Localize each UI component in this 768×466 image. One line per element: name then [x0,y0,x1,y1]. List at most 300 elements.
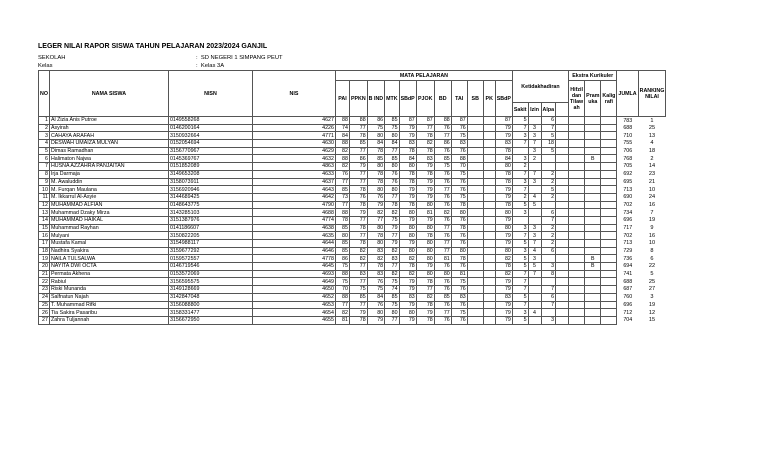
cell-bind: 80 [367,309,384,317]
table-row [39,209,706,217]
cell-rank: 1 [650,117,654,124]
cell-hifzil [569,186,585,194]
cell-empty [467,224,483,232]
cell-no: 10 [39,186,50,194]
cell-pai: 77 [335,178,349,186]
cell-rank: 18 [648,148,656,155]
cell-pai: 88 [335,155,349,163]
cell-empty [483,232,495,240]
cell-hifzil [569,201,585,209]
cell-sakit: 2 [512,163,528,171]
cell-empty [556,193,569,201]
table-row [39,216,706,224]
cell-sbdp2: 79 [495,232,512,240]
cell-hifzil [569,117,585,125]
cell-nisn: 0146719546 [168,263,252,271]
cell-pram [585,301,601,309]
cell-hifzil [569,232,585,240]
cell-ppkn: 78 [349,201,367,209]
cell-sbdp1: 78 [399,178,416,186]
table-row [39,155,706,163]
cell-sakit: 5 [512,240,528,248]
cell-pai: 88 [335,117,349,125]
cell-sbdp1: 79 [399,240,416,248]
cell-pram [585,140,601,148]
cell-mtk: 74 [385,286,399,294]
cell-izin: 4 [528,309,541,317]
cell-alpa: 7 [541,301,555,309]
cell-mtk: 80 [385,309,399,317]
col-sbdp: SBdP [399,81,416,117]
cell-pram [585,232,601,240]
cell-alpa: 6 [541,247,555,255]
cell-nama: Irja Darmaja [49,170,168,178]
cell-rank: 19 [648,217,656,224]
table-row [39,186,706,194]
table-row [39,232,706,240]
cell-empty [556,155,569,163]
cell-empty [483,224,495,232]
cell-sbdp1: 83 [399,293,416,301]
cell-mtk: 75 [385,216,399,224]
col-alpa: Alpa [541,103,555,117]
cell-no: 19 [39,255,50,263]
cell-pram [585,270,601,278]
cell-kal [601,224,617,232]
cell-sakit: 5 [512,293,528,301]
cell-alpa [541,163,555,171]
cell-jml: 734 [623,209,633,216]
cell-pai: 84 [335,132,349,140]
cell-sbdp2: 80 [495,163,512,171]
cell-kal [601,278,617,286]
col-pjok: PJOK [416,81,434,117]
cell-pai: 74 [335,124,349,132]
cell-empty [556,270,569,278]
cell-rank: 2 [650,155,654,162]
cell-hifzil [569,216,585,224]
cell-no: 17 [39,240,50,248]
cell-mtk: 80 [385,132,399,140]
cell-nama: M. Ikkarrul Al-Asyie [49,193,168,201]
cell-nisn: 3158331477 [168,309,252,317]
cell-alpa: 3 [541,263,555,271]
cell-ppkn: 78 [349,132,367,140]
cell-sbdp1: 79 [399,193,416,201]
col-nis: NIS [252,71,335,117]
cell-kal [601,117,617,125]
col-ranking: RANKING NILAI [638,71,666,117]
cell-mtk: 75 [385,301,399,309]
cell-jml: 696 [623,217,633,224]
cell-pram [585,132,601,140]
cell-tai: 76 [451,124,467,132]
cell-nisn: 0145369767 [168,155,252,163]
cell-hifzil [569,270,585,278]
cell-nama: Zahra Tuljannah [49,316,168,324]
cell-ppkn: 77 [349,232,367,240]
cell-pjok: 82 [416,140,434,148]
cell-no: 4 [39,140,50,148]
cell-sakit: 5 [512,316,528,324]
cell-pjok: 80 [416,255,434,263]
cell-sakit: 7 [512,278,528,286]
cell-tai: 76 [451,232,467,240]
cell-no: 22 [39,278,50,286]
cell-empty [483,147,495,155]
cell-jml: 712 [623,309,633,316]
cell-mtk: 76 [385,178,399,186]
cell-bind: 85 [367,155,384,163]
cell-ppkn: 82 [349,255,367,263]
cell-pai: 75 [335,278,349,286]
cell-pjok: 78 [416,316,434,324]
cell-bd: 76 [434,193,451,201]
col-group-mapel: MATA PELAJARAN [335,71,512,81]
cell-sakit: 5 [512,201,528,209]
cell-rank: 7 [650,209,654,216]
cell-empty [556,232,569,240]
cell-nama: NAYITA DWI OCTA [49,263,168,271]
cell-hifzil [569,309,585,317]
cell-mtk: 75 [385,124,399,132]
cell-bind: 84 [367,293,384,301]
cell-jml: 783 [623,117,633,124]
cell-nama: HUSNA AZZAHRA PANJAITAN [49,163,168,171]
cell-ppkn: 85 [349,293,367,301]
cell-jml: 736 [623,255,633,262]
cell-empty [483,270,495,278]
cell-jml: 713 [623,186,633,193]
cell-jml: 688 [623,125,633,132]
cell-tai: 75 [451,309,467,317]
cell-empty [556,247,569,255]
cell-bind: 76 [367,301,384,309]
cell-nisn: 3143285103 [168,209,252,217]
cell-alpa: 8 [541,270,555,278]
cell-bd: 76 [434,178,451,186]
cell-bd: 80 [434,270,451,278]
grade-ledger-table [38,70,706,325]
cell-mtk: 77 [385,193,399,201]
cell-bd: 77 [434,240,451,248]
cell-pai: 73 [335,193,349,201]
cell-nama: Halimaton Najwa [49,155,168,163]
cell-tai: 83 [451,140,467,148]
cell-bd: 76 [434,263,451,271]
cell-no: 23 [39,286,50,294]
cell-nis: 4650 [252,286,335,294]
cell-kal [601,255,617,263]
cell-empty [483,140,495,148]
cell-izin: 3 [528,132,541,140]
cell-bd: 76 [434,201,451,209]
cell-nis: 4635 [252,232,335,240]
cell-pram [585,186,601,194]
cell-sbdp1: 78 [399,170,416,178]
cell-hifzil [569,263,585,271]
cell-nama: DESWAH UMAIZA MULYAN [49,140,168,148]
cell-pjok: 78 [416,132,434,140]
cell-empty [556,255,569,263]
cell-kal [601,155,617,163]
cell-nama: CAHAYA ARAFAH [49,132,168,140]
cell-izin: 3 [528,124,541,132]
cell-sbdp1: 84 [399,155,416,163]
cell-ppkn: 82 [349,247,367,255]
cell-izin [528,286,541,294]
cell-tai: 76 [451,316,467,324]
cell-sbdp2: 80 [495,247,512,255]
cell-alpa: 2 [541,170,555,178]
class-value: : Kelas 3A [196,63,225,69]
cell-sbdp1: 80 [399,232,416,240]
cell-pjok: 78 [416,301,434,309]
cell-nis: 4688 [252,209,335,217]
cell-sakit: 3 [512,209,528,217]
cell-sbdp1: 80 [399,309,416,317]
cell-alpa: 6 [541,209,555,217]
cell-kal [601,178,617,186]
cell-bind: 80 [367,186,384,194]
cell-sakit: 7 [512,270,528,278]
cell-tai: 75 [451,193,467,201]
cell-rank: 6 [650,255,654,262]
cell-sbdp2: 78 [495,170,512,178]
cell-nis: 4638 [252,224,335,232]
cell-pai: 85 [335,186,349,194]
cell-empty [467,309,483,317]
cell-nisn: 3156595575 [168,278,252,286]
cell-rank: 23 [648,171,656,178]
cell-no: 11 [39,193,50,201]
cell-jml: 692 [623,171,633,178]
cell-rank: 14 [648,163,656,170]
cell-pjok: 77 [416,286,434,294]
cell-empty [467,293,483,301]
table-row [39,201,706,209]
cell-sbdp1: 87 [399,117,416,125]
school-row [38,55,283,62]
col-tai: TAI [451,81,467,117]
cell-empty [556,278,569,286]
cell-kal [601,193,617,201]
cell-hifzil [569,155,585,163]
cell-kal [601,186,617,194]
cell-izin [528,301,541,309]
cell-empty [556,209,569,217]
cell-sbdp2: 79 [495,216,512,224]
cell-nisn: 0141186607 [168,224,252,232]
col-absence-extra [556,103,569,117]
cell-sbdp2: 79 [495,278,512,286]
cell-nis: 4693 [252,270,335,278]
table-row [39,117,706,125]
table-row [39,270,706,278]
cell-pram [585,278,601,286]
cell-empty [556,316,569,324]
cell-empty [556,117,569,125]
cell-izin: 7 [528,240,541,248]
cell-izin [528,278,541,286]
col-sakit: Sakit [512,103,528,117]
cell-pjok: 87 [416,117,434,125]
cell-alpa [541,255,555,263]
school-label: SEKOLAH [38,55,66,61]
cell-jml: 702 [623,201,633,208]
cell-ppkn: 77 [349,263,367,271]
cell-izin: 7 [528,270,541,278]
cell-sbdp2: 82 [495,270,512,278]
cell-nama: Mulyani [49,232,168,240]
cell-izin: 3 [528,232,541,240]
table-body [39,117,706,325]
table-row [39,240,706,248]
cell-hifzil [569,209,585,217]
cell-bind: 78 [367,170,384,178]
cell-empty [483,247,495,255]
document-title: LEGER NILAI RAPOR SISWA TAHUN PELAJARAN 2023/2024 GANJIL [38,43,268,50]
cell-empty [483,278,495,286]
cell-nis: 4632 [252,155,335,163]
cell-mtk: 85 [385,293,399,301]
cell-pai: 78 [335,216,349,224]
cell-sbdp2: 79 [495,286,512,294]
cell-sbdp2: 78 [495,201,512,209]
cell-sakit: 7 [512,301,528,309]
cell-bd: 81 [434,255,451,263]
cell-bd: 76 [434,316,451,324]
cell-kal [601,247,617,255]
cell-pram [585,293,601,301]
table-row [39,316,706,324]
cell-sbdp1: 79 [399,286,416,294]
cell-nisn: 3156920946 [168,186,252,194]
cell-rank: 19 [648,301,656,308]
cell-pjok: 78 [416,278,434,286]
cell-empty [483,193,495,201]
cell-pram [585,147,601,155]
cell-no: 12 [39,201,50,209]
cell-tai: 76 [451,240,467,248]
cell-empty [556,286,569,294]
cell-no: 2 [39,124,50,132]
cell-nisn: 3151387976 [168,216,252,224]
table-row [39,286,706,294]
cell-rank: 25 [648,125,656,132]
table-row [39,147,706,155]
cell-no: 15 [39,224,50,232]
cell-pai: 80 [335,232,349,240]
cell-nisn: 3150932664 [168,132,252,140]
cell-alpa: 7 [541,286,555,294]
cell-bind: 82 [367,255,384,263]
cell-empty [556,240,569,248]
cell-nis: 4630 [252,140,335,148]
cell-pjok: 79 [416,263,434,271]
col-kaligrafi: Kalig rafi [601,81,617,117]
cell-pram [585,309,601,317]
cell-pai: 85 [335,224,349,232]
cell-nisn: 3154988117 [168,240,252,248]
cell-empty [556,163,569,171]
cell-alpa: 5 [541,186,555,194]
table-row [39,247,706,255]
cell-alpa: 2 [541,193,555,201]
cell-jml: 687 [623,286,633,293]
cell-rank: 10 [648,240,656,247]
cell-alpa: 18 [541,140,555,148]
cell-pai: 75 [335,263,349,271]
cell-tai: 76 [451,216,467,224]
cell-kal [601,163,617,171]
cell-hifzil [569,170,585,178]
cell-sbdp2: 79 [495,193,512,201]
table-row [39,140,706,148]
cell-sbdp2: 83 [495,140,512,148]
cell-sbdp1: 82 [399,270,416,278]
cell-pjok: 79 [416,193,434,201]
cell-hifzil [569,224,585,232]
cell-empty [556,201,569,209]
cell-ppkn: 77 [349,216,367,224]
cell-sbdp2: 78 [495,147,512,155]
cell-jml: 717 [623,224,633,231]
cell-pai: 88 [335,293,349,301]
cell-sakit: 2 [512,193,528,201]
cell-izin [528,186,541,194]
cell-bind: 80 [367,163,384,171]
cell-pram: B [585,255,601,263]
cell-empty [483,170,495,178]
cell-empty [467,270,483,278]
cell-nis: 4863 [252,163,335,171]
cell-nisn: 0149558268 [168,117,252,125]
cell-pai: 82 [335,163,349,171]
cell-kal [601,209,617,217]
cell-rank: 25 [648,278,656,285]
cell-bd: 76 [434,124,451,132]
cell-sbdp2: 83 [495,293,512,301]
cell-empty [467,186,483,194]
cell-no: 6 [39,155,50,163]
cell-pjok: 80 [416,224,434,232]
cell-bd: 77 [434,132,451,140]
col-pai: PAI [335,81,349,117]
cell-nisn: 3144689425 [168,193,252,201]
cell-alpa: 6 [541,117,555,125]
cell-no: 3 [39,132,50,140]
cell-mtk: 77 [385,263,399,271]
cell-bd: 77 [434,247,451,255]
cell-hifzil [569,278,585,286]
cell-bd: 77 [434,186,451,194]
cell-sbdp2: 78 [495,263,512,271]
cell-empty [556,224,569,232]
cell-jml: 741 [623,271,633,278]
cell-kal [601,216,617,224]
cell-pai: 85 [335,247,349,255]
cell-nis: 4649 [252,278,335,286]
cell-sbdp2: 79 [495,124,512,132]
cell-nis: 4642 [252,193,335,201]
cell-izin: 4 [528,193,541,201]
cell-no: 18 [39,247,50,255]
cell-rank: 4 [650,140,654,147]
cell-sakit: 7 [512,124,528,132]
cell-kal [601,263,617,271]
cell-bind: 76 [367,193,384,201]
